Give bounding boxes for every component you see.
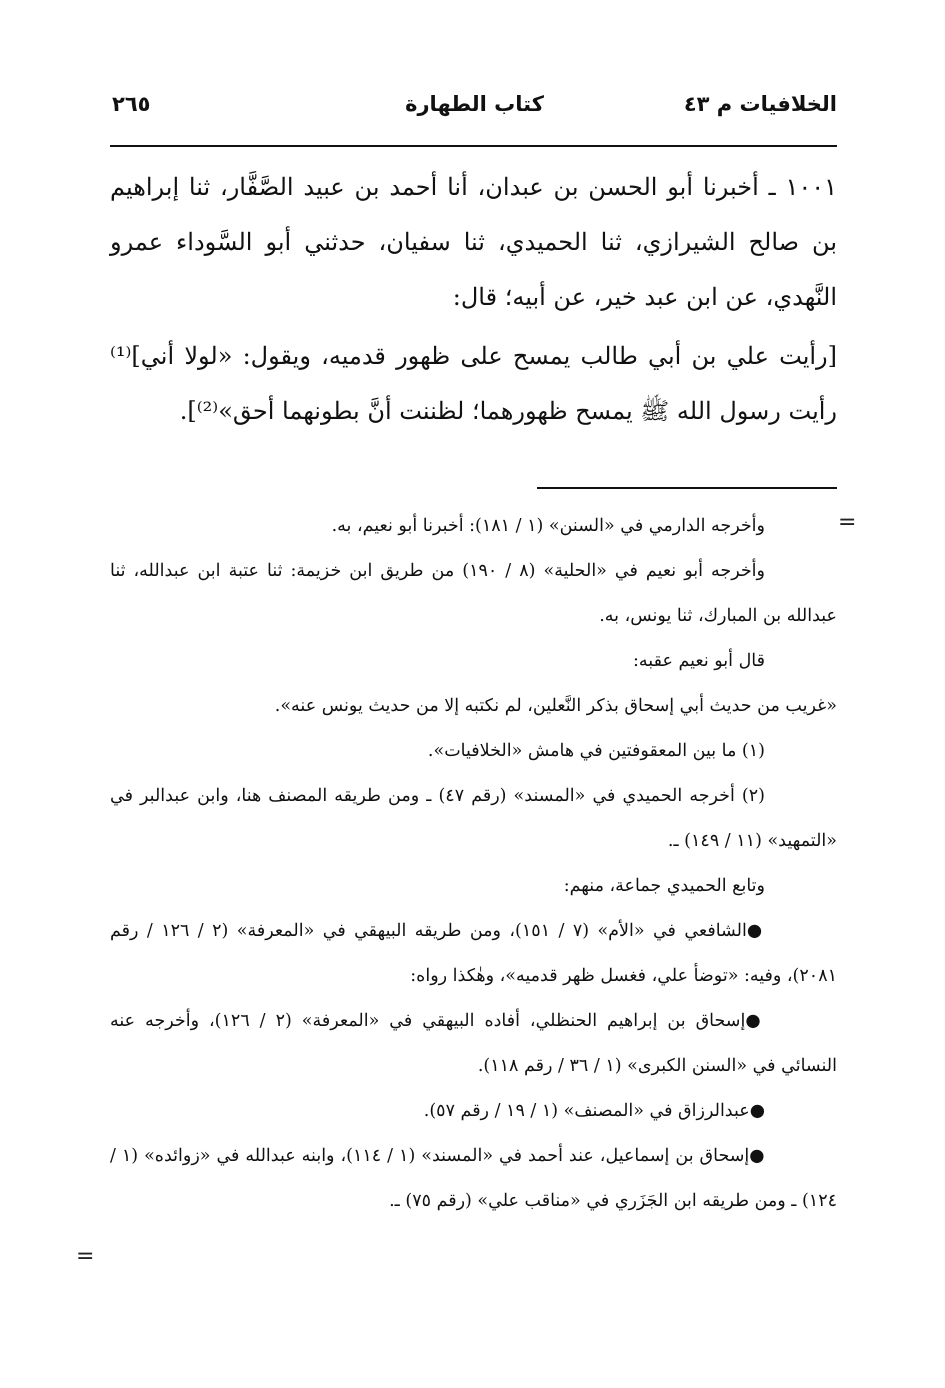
footnote-quote: «غريب من حديث أبي إسحاق بذكر النَّعلين، لم نكتبه إلا من حديث يونس عنه».	[274, 696, 837, 716]
isnad-paragraph: ١٠٠١ ـ أخبرنا أبو الحسن بن عبدان، أنا أحمد بن عبيد الصَّفَّار، ثنا إبراهيم بن صالح الشيرازي، ثنا الحميدي، ثنا سفيان، حدثني أبو السَّوداء عمرو النَّهدي، عن ابن عبد خير، عن أبيه؛ قال:	[110, 173, 837, 311]
footnote-line: وتابع الحميدي جماعة، منهم:	[563, 876, 765, 896]
continuation-mark-top: =	[838, 510, 857, 535]
footnote-line: قال أبو نعيم عقبه:	[633, 651, 765, 671]
continuation-mark-bottom: =	[76, 1244, 95, 1269]
footnotes-divider	[537, 487, 837, 489]
book-volume-label: الخلافيات م ٤٣	[683, 92, 837, 116]
header-divider	[110, 145, 837, 147]
footnote-bullet-item: ● إسحاق بن إسماعيل، عند أحمد في «المسند» (١ / ١١٤)، وابنه عبدالله في «زوائده» (١ / ١٢٤) ـ ومن طريقه ابن الجَزَري في «مناقب علي» (رقم ٧٥) ـ.	[110, 1134, 837, 1224]
footnote-1: (١) ما بين المعقوفتين في هامش «الخلافيات».	[427, 741, 765, 761]
footnote-2: (٢) أخرجه الحميدي في «المسند» (رقم ٤٧) ـ ومن طريقه المصنف هنا، وابن عبدالبر في «التمهيد» (١١ / ١٤٩) ـ.	[110, 786, 837, 851]
footnotes-section	[110, 504, 837, 1224]
footnote-bullet-item: ● عبدالرزاق في «المصنف» (١ / ١٩ / رقم ٥٧).	[110, 1089, 837, 1134]
footnote-line: وأخرجه الدارمي في «السنن» (١ / ١٨١): أخبرنا أبو نعيم، به.	[331, 516, 765, 536]
footnote-bullet-item: ● إسحاق بن إبراهيم الحنظلي، أفاده البيهقي في «المعرفة» (٢ / ١٢٦)، وأخرجه عنه النسائي في «السنن الكبرى» (١ / ٣٦ / رقم ١١٨).	[110, 999, 837, 1089]
matn-paragraph: [رأيت علي بن أبي طالب يمسح على ظهور قدميه، ويقول: «لولا أني]⁽¹⁾ رأيت رسول الله ﷺ يمسح ظهورهما؛ لظننت أنَّ بطونهما أحق»⁽²⁾].	[110, 342, 837, 425]
footnote-bullet-item: ● الشافعي في «الأم» (٧ / ١٥١)، ومن طريقه البيهقي في «المعرفة» (٢ / ١٢٦ / رقم ٢٠٨١)، وفيه: «توضأ علي، فغسل ظهر قدميه»، وهٰكذا رواه:	[110, 909, 837, 999]
footnote-line: وأخرجه أبو نعيم في «الحلية» (٨ / ١٩٠) من طريق ابن خزيمة: ثنا عتبة ابن عبدالله، ثنا عبدالله بن المبارك، ثنا يونس، به.	[110, 561, 837, 626]
page-number: ٢٦٥	[112, 92, 151, 116]
hadith-body	[110, 160, 837, 439]
page-header	[112, 92, 837, 132]
chapter-title: كتاب الطهارة	[405, 92, 544, 116]
